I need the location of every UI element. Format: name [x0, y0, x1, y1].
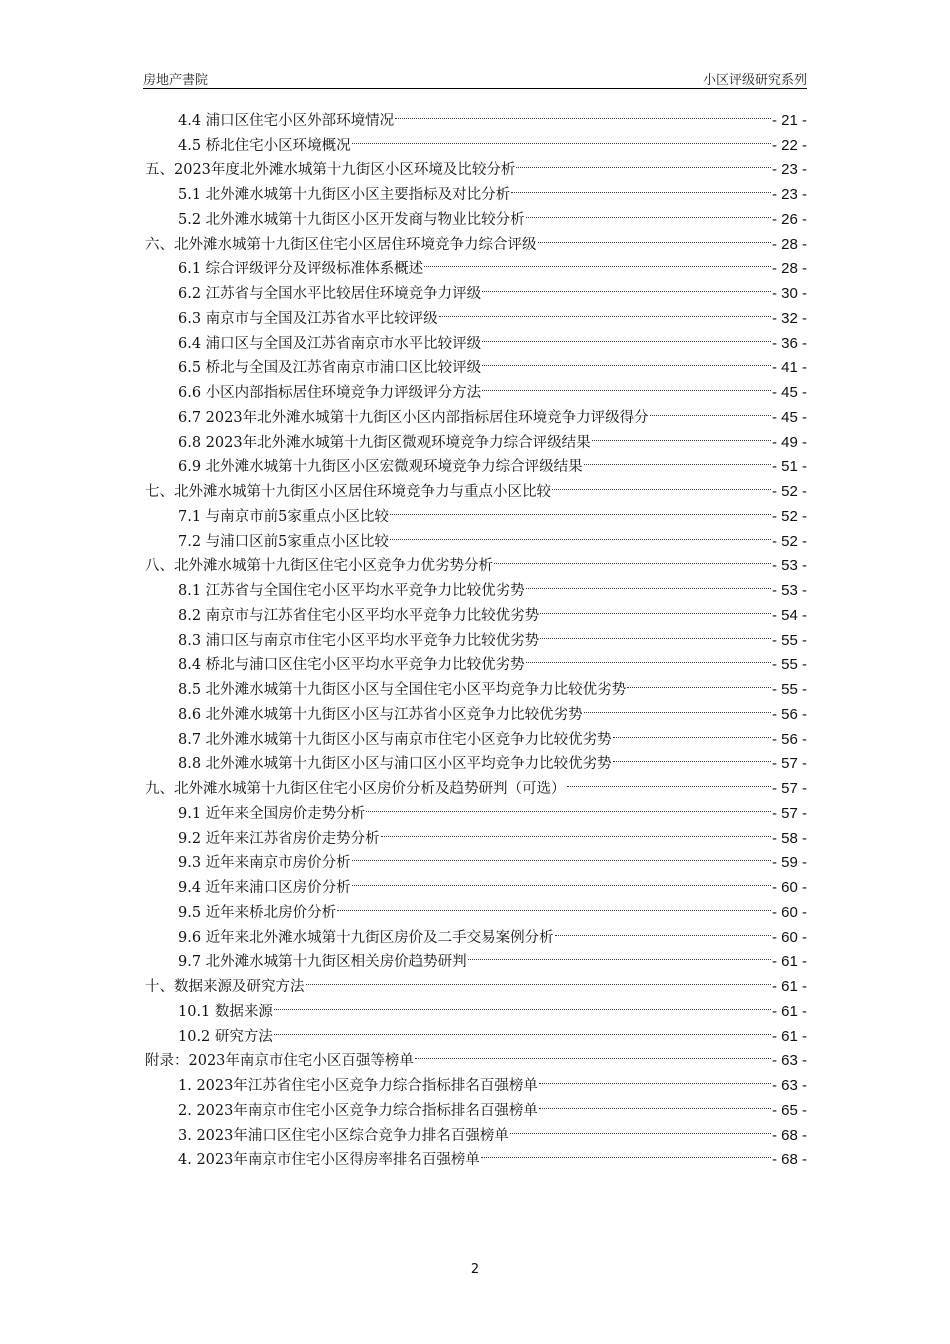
toc-entry-title: 9.4 近年来浦口区房价分析 [178, 880, 351, 896]
toc-entry-title: 9.1 近年来全国房价走势分析 [178, 805, 366, 822]
dot-leader [613, 719, 771, 744]
toc-entry-title: 6.3 南京市与全国及江苏省水平比较评级 [178, 310, 438, 327]
dot-leader [352, 867, 771, 892]
toc-entry-page: - 55 - [771, 656, 807, 674]
toc-entry-page: - 26 - [771, 210, 807, 228]
table-of-contents [145, 100, 807, 1169]
toc-entry-title: 九、北外滩水城第十九街区住宅小区房价分析及趋势研判（可选） [145, 781, 566, 797]
page-number: 2 [470, 1262, 480, 1277]
dot-leader [494, 546, 771, 571]
dot-leader [482, 323, 771, 348]
toc-entry-title: 9.7 北外滩水城第十九街区相关房价趋势研判 [178, 954, 467, 971]
dot-leader [482, 273, 771, 298]
toc-entry-title: 6.7 2023年北外滩水城第十九街区小区内部指标居住环境竞争力评级得分 [178, 409, 649, 426]
toc-entry-title: 1. 2023年江苏省住宅小区竞争力综合指标排名百强榜单 [178, 1078, 538, 1094]
dot-leader [539, 1065, 771, 1090]
toc-entry-title: 3. 2023年浦口区住宅小区综合竞争力排名百强榜单 [178, 1127, 509, 1144]
toc-entry-page: - 57 - [771, 755, 807, 773]
toc-entry-title: 七、北外滩水城第十九街区小区居住环境竞争力与重点小区比较 [145, 484, 551, 500]
toc-entry-page: - 53 - [771, 582, 807, 599]
dot-leader [584, 447, 771, 472]
toc-entry-page: - 51 - [771, 458, 807, 476]
toc-entry-title: 八、北外滩水城第十九街区住宅小区竞争力优劣势分析 [145, 558, 493, 575]
dot-leader [526, 570, 771, 595]
dot-leader [584, 694, 771, 719]
dot-leader [516, 150, 771, 175]
dot-leader [390, 496, 771, 521]
toc-entry-page: - 63 - [771, 1052, 807, 1070]
toc-entry-page: - 55 - [771, 681, 807, 698]
toc-entry-title: 8.2 南京市与江苏省住宅小区平均水平竞争力比较优劣势 [178, 607, 540, 624]
toc-entry-title: 9.6 近年来北外滩水城第十九街区房价及二手交易案例分析 [178, 929, 554, 946]
toc-entry-page: - 30 - [771, 285, 807, 302]
toc-entry-page: - 41 - [771, 359, 807, 377]
toc-entry-title: 六、北外滩水城第十九街区住宅小区居住环境竞争力综合评级 [145, 236, 537, 253]
toc-entry-page: - 68 - [771, 1126, 807, 1144]
toc-entry-title: 6.1 综合评级评分及评级标准体系概述 [178, 261, 424, 278]
toc-entry-title: 8.6 北外滩水城第十九街区小区与江苏省小区竞争力比较优劣势 [178, 706, 583, 723]
toc-entry-title: 附录：2023年南京市住宅小区百强等榜单 [145, 1053, 414, 1070]
toc-entry-title: 8.4 桥北与浦口区住宅小区平均水平竞争力比较优劣势 [178, 657, 525, 674]
toc-entry-title: 5.2 北外滩水城第十九街区小区开发商与物业比较分析 [178, 211, 525, 228]
toc-section-entry[interactable] [145, 100, 807, 129]
dot-leader [381, 818, 771, 843]
dot-leader [366, 793, 771, 818]
toc-entry-title: 五、2023年度北外滩水城第十九街区小区环境及比较分析 [145, 162, 516, 179]
toc-entry-page: - 56 - [771, 730, 807, 748]
publisher-name: 房地产書院 [143, 73, 209, 88]
toc-entry-page: - 49 - [771, 433, 807, 451]
toc-entry-title: 6.6 小区内部指标居住环境竞争力评级评分方法 [178, 385, 482, 401]
dot-leader [415, 1041, 771, 1066]
toc-entry-title: 4.5 桥北住宅小区环境概况 [178, 137, 351, 154]
dot-leader [627, 669, 771, 694]
dot-leader [439, 298, 771, 323]
toc-entry-title: 9.2 近年来江苏省房价走势分析 [178, 830, 380, 847]
toc-entry-page: - 60 - [771, 879, 807, 896]
toc-entry-page: - 45 - [771, 384, 807, 401]
toc-entry-page: - 28 - [771, 260, 807, 278]
toc-entry-page: - 58 - [771, 829, 807, 847]
toc-entry-page: - 22 - [771, 136, 807, 154]
toc-entry-title: 8.7 北外滩水城第十九街区小区与南京市住宅小区竞争力比较优劣势 [178, 731, 612, 748]
toc-entry-page: - 56 - [771, 705, 807, 723]
toc-entry-title: 4. 2023年南京市住宅小区得房率排名百强榜单 [178, 1152, 480, 1169]
dot-leader [395, 100, 771, 125]
toc-entry-page: - 60 - [771, 928, 807, 946]
toc-entry-title: 8.1 江苏省与全国住宅小区平均水平竞争力比较优劣势 [178, 583, 525, 599]
dot-leader [274, 1016, 771, 1041]
toc-entry-title: 8.5 北外滩水城第十九街区小区与全国住宅小区平均竞争力比较优劣势 [178, 682, 627, 698]
toc-entry-title: 6.2 江苏省与全国水平比较居住环境竞争力评级 [178, 286, 482, 302]
dot-leader [526, 645, 771, 670]
toc-entry-page: - 28 - [771, 235, 807, 253]
dot-leader [540, 595, 771, 620]
dot-leader [306, 966, 771, 991]
dot-leader [650, 397, 771, 422]
toc-entry-title: 7.1 与南京市前5家重点小区比较 [178, 508, 389, 525]
toc-entry-page: - 23 - [771, 186, 807, 203]
toc-entry-page: - 60 - [771, 903, 807, 921]
toc-entry-page: - 57 - [771, 804, 807, 822]
dot-leader [511, 174, 771, 199]
dot-leader [468, 942, 771, 967]
toc-entry-title: 8.3 浦口区与南京市住宅小区平均水平竞争力比较优劣势 [178, 632, 540, 649]
toc-entry-title: 9.5 近年来桥北房价分析 [178, 904, 337, 921]
dot-leader [352, 843, 771, 868]
dot-leader [424, 249, 771, 274]
dot-leader [567, 768, 771, 793]
toc-entry-title: 7.2 与浦口区前5家重点小区比较 [178, 533, 389, 550]
toc-entry-title: 6.9 北外滩水城第十九街区小区宏微观环境竞争力综合评级结果 [178, 459, 583, 476]
toc-entry-page: - 61 - [771, 1027, 807, 1045]
toc-entry-page: - 52 - [771, 507, 807, 525]
toc-entry-page: - 54 - [771, 606, 807, 624]
toc-entry-page: - 32 - [771, 309, 807, 327]
dot-leader [539, 1090, 771, 1115]
toc-entry-page: - 65 - [771, 1101, 807, 1119]
dot-leader [592, 422, 771, 447]
toc-entry-title: 6.4 浦口区与全国及江苏省南京市水平比较评级 [178, 335, 482, 352]
toc-entry-page: - 21 - [771, 111, 807, 129]
toc-entry-title: 8.8 北外滩水城第十九街区小区与浦口区小区平均竞争力比较优劣势 [178, 756, 612, 773]
dot-leader [390, 521, 771, 546]
dot-leader [526, 199, 771, 224]
toc-entry-page: - 36 - [771, 334, 807, 352]
toc-entry-page: - 23 - [771, 161, 807, 179]
toc-entry-title: 5.1 北外滩水城第十九街区小区主要指标及对比分析 [178, 187, 511, 203]
toc-entry-page: - 52 - [771, 532, 807, 550]
dot-leader [538, 224, 771, 249]
toc-entry-page: - 55 - [771, 631, 807, 649]
toc-entry-page: - 68 - [771, 1151, 807, 1169]
dot-leader [482, 348, 771, 373]
toc-entry-page: - 52 - [771, 483, 807, 500]
dot-leader [274, 991, 771, 1016]
dot-leader [555, 917, 771, 942]
toc-entry-page: - 61 - [771, 1002, 807, 1020]
toc-entry-title: 6.8 2023年北外滩水城第十九街区微观环境竞争力综合评级结果 [178, 434, 591, 451]
dot-leader [540, 620, 771, 645]
dot-leader [337, 892, 771, 917]
toc-entry-title: 10.2 研究方法 [178, 1028, 273, 1045]
dot-leader [352, 125, 771, 150]
toc-entry-page: - 61 - [771, 978, 807, 995]
dot-leader [552, 471, 771, 496]
toc-entry-page: - 59 - [771, 854, 807, 872]
toc-entry-page: - 61 - [771, 953, 807, 971]
toc-entry-page: - 63 - [771, 1077, 807, 1094]
toc-entry-title: 9.3 近年来南京市房价分析 [178, 855, 351, 872]
page-header [143, 66, 807, 89]
toc-entry-title: 6.5 桥北与全国及江苏省南京市浦口区比较评级 [178, 360, 482, 377]
toc-entry-title: 4.4 浦口区住宅小区外部环境情况 [178, 112, 395, 129]
toc-entry-page: - 45 - [771, 408, 807, 426]
toc-entry-page: - 57 - [771, 780, 807, 797]
toc-entry-title: 2. 2023年南京市住宅小区竞争力综合指标排名百强榜单 [178, 1102, 538, 1119]
toc-entry-title: 10.1 数据来源 [178, 1003, 273, 1020]
toc-entry-page: - 53 - [771, 557, 807, 575]
dot-leader [482, 372, 771, 397]
dot-leader [510, 1115, 771, 1140]
dot-leader [613, 744, 771, 769]
toc-entry-title: 十、数据来源及研究方法 [145, 979, 305, 995]
dot-leader [481, 1140, 771, 1165]
series-title: 小区评级研究系列 [702, 73, 807, 88]
